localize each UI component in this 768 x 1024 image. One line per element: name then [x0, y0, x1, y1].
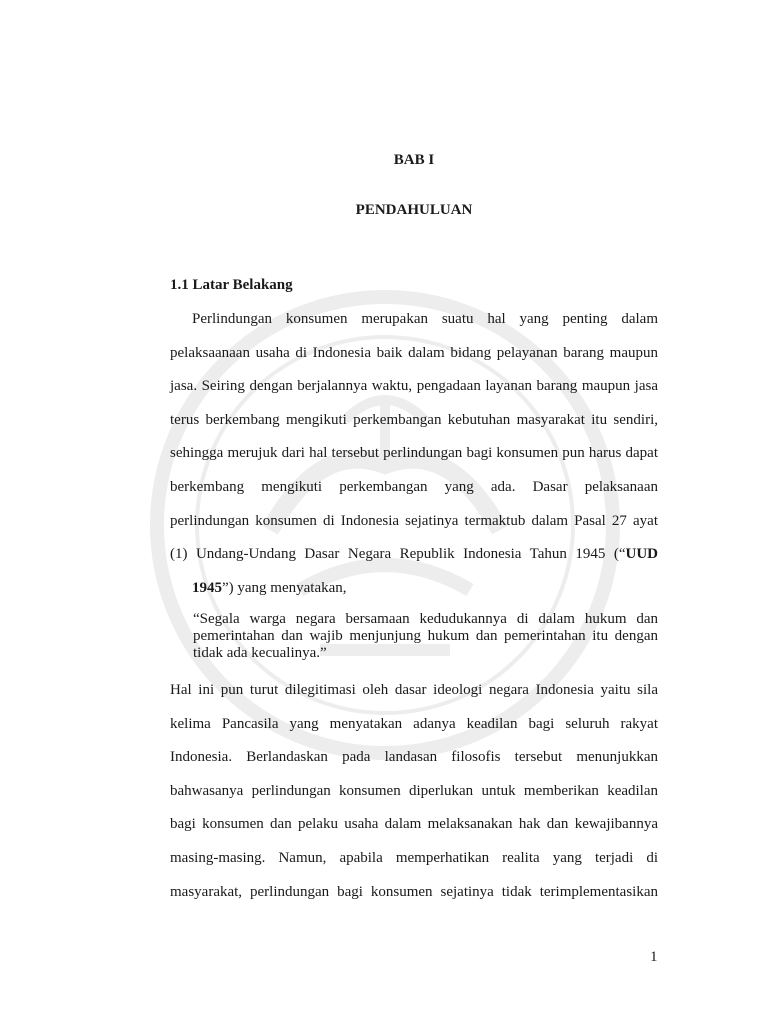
paragraph-1 [170, 303, 658, 605]
paragraph-2: Hal ini pun turut dilegitimasi oleh dasar ideologi negara Indonesia yaitu sila kelima Pancasila yang menyatakan adanya keadilan bagi seluruh rakyat Indonesia. Berlandaskan pada landasan filosofis tersebut menunjukkan bahwasanya perlindungan konsumen diperlukan untuk memberikan keadilan bagi konsumen dan pelaku usaha dalam melaksanakan hak dan kewajibannya masing-masing. Namun, apabila memperhatikan realita yang terjadi di masyarakat, perlindungan bagi konsumen sejatinya tidak terimplementasikan [170, 682, 658, 900]
paragraph-1-text: Perlindungan konsumen merupakan suatu hal yang penting dalam pelaksaanaan usaha di Indonesia baik dalam bidang pelayanan barang maupun jasa. Seiring dengan berjalannya waktu, pengadaan layanan barang maupun jasa terus berkembang mengikuti perkembangan kebutuhan masyarakat itu sendiri, sehingga merujuk dari hal tersebut perlindungan bagi konsumen pun harus dapat berkembang mengikuti perkembangan yang ada. Dasar pelaksanaan perlindungan konsumen di Indonesia sejatinya termaktub dalam Pasal 27 ayat (1) Undang-Undang Dasar Negara Republik Indonesia Tahun 1945 (“ [170, 311, 658, 563]
paragraph-1-bold-1945: 1945 [192, 579, 222, 596]
paragraph-1-last-line [170, 572, 658, 606]
page-number: 1 [650, 949, 658, 965]
paragraph-1-tail: ”) yang menyatakan, [222, 579, 347, 596]
chapter-title: PENDAHULUAN [355, 202, 473, 218]
chapter-label: BAB I [393, 152, 435, 168]
block-quote: “Segala warga negara bersamaan kedudukannya di dalam hukum dan pemerintahan dan wajib menjunjung hukum dan pemerintahan itu dengan tidak ada kecualinya.” [193, 611, 658, 661]
section-heading: 1.1 Latar Belakang [170, 277, 293, 293]
paragraph-1-bold-uud: UUD [625, 546, 658, 563]
